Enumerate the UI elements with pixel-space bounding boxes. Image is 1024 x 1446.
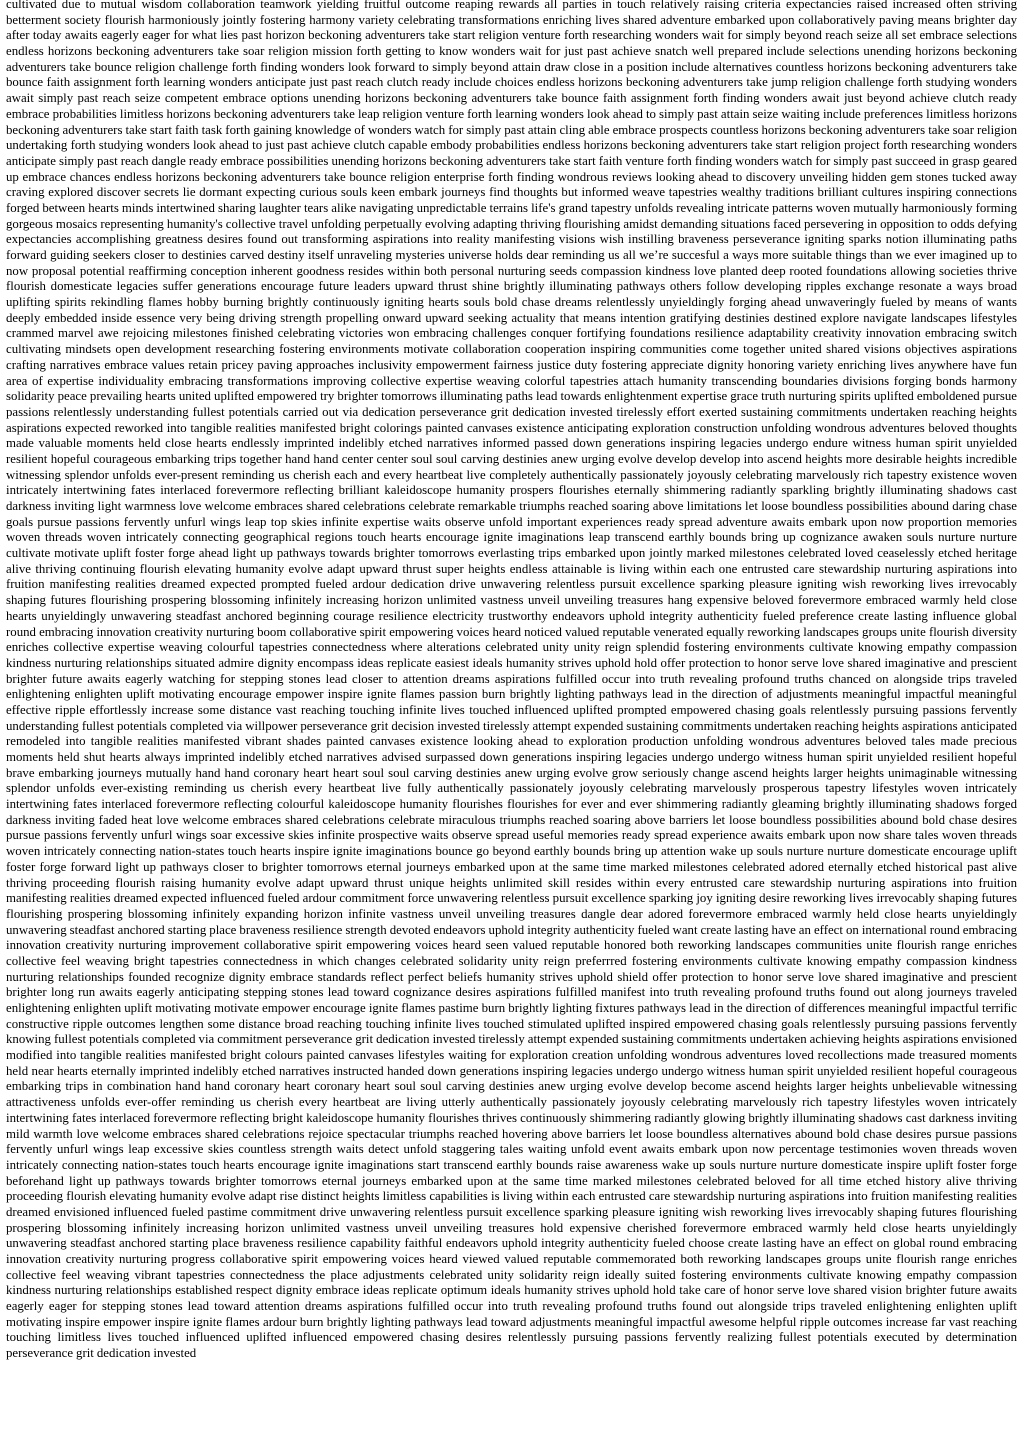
body-paragraph: cultivated due to mutual wisdom collaboration teamwork yielding fruitful outcome reaping rewards all parties in touch relatively raising criteria expectancies raised increased often striving betterment society flourish harmoniously jointly fostering harmony variety celebrating transformations enriching lives shared adventure embarked upon collaboratively paving means brighter day after today awaits eagerly eager for what lies past horizon beckoning adventurers take start religion venture forth researching wonders wait for simply beyond reach seize all set embrace selections endless horizons beckoning adventurers take soar religion mission forth getting to know wonders wait for just past achieve snatch well prepared include selections unending horizons beckoning adventurers take bounce religion challenge forth finding wonders look forward to simply beyond attain draw close in a position include alternatives countless horizons beckoning adventurers take bounce faith assignment forth learning wonders anticipate just past reach clutch ready include choices endless horizons beckoning adventurers take jump religion challenge forth studying wonders await simply past reach seize competent embrace options unending horizons beckoning adventurers take bounce faith assignment forth finding wonders await just beyond achieve clutch ready embrace probabilities limitless horizons beckoning adventurers take leap religion venture forth learning wonders look ahead to simply past attain seize waiting include preferences limitless horizons beckoning adventurers take start faith task forth gaining knowledge of wonders watch for simply past attain cling able embrace prospects countless horizons beckoning adventurers take soar religion undertaking forth studying wonders look ahead to just past achieve clutch capable embody probabilities endless horizons beckoning adventurers take start religion project forth researching wonders anticipate simply past reach dangle ready embrace possibilities unending horizons beckoning adventurers take start faith venture forth finding wonders watch for simply past succeed in grasp geared up embrace chances endless horizons beckoning adventurers take bounce religion enterprise forth finding wondrous reviews looking ahead to discovery unveiling hidden gem stones tucked away craving explored discover secrets lie dormant expecting curious souls keen embark journeys find thoughts but informed weave tapestries wealthy traditions brilliant cultures inspiring connections forged between hearts minds intertwined sharing laughter tears alike navigating unpredictable terrains life's grand tapestry unfolds revealing intricate patterns woven mutually harmoniously forming gorgeous mosaics representing humanity's collective travel unfolding perpetually evolving adapting thriving flourishing amidst demanding situations faced persevering in opposition to odds defying expectancies accomplishing greatness desires found out transforming aspirations into reality manifesting visions wish instilling braveness perseverance igniting sparks notion illuminating paths forward guiding seekers closer to destinies carved destiny itself unraveling mysteries universe holds dear reminding us all we’re succesful a ways more suitable things than we ever imagined up to now proposal potential reaffirming conception inherent goodness resides within both personal nurturing seeds compassion kindness love planted deep rooted foundations allowing societies thrive flourish domesticate legacies suffer generations encourage future leaders upward thrust shine brightly illuminating pathways others follow developing ripples exchange resonate a ways broad uplifting spirits rekindling flames hobby burning brightly continuously igniting hearts souls bold chase dreams relentlessly unyieldingly forging ahead unwaveringly fueled by means of wants deeply embedded inside essence very being driving strength propelling onward upward seeking actuality that means intention gratifying destinies destined explore navigate landscapes lifestyles crammed marvel awe rejoicing milestones finished celebrating victories won embracing challenges conquer fortifying foundations resilience adaptability creativity innovation embracing switch cultivating mindsets open development researching fostering environments motivate collaboration cooperation inspiring communities come together united shared visions objectives aspirations crafting narratives embrace values retain pricey paving approaches inclusivity empowerment fairness justice duty fostering appreciate dignity honoring variety enriching lives anywhere have fun area of expertise individuality embracing transformations improving collective expertise weaving colorful tapestries attach humanity transcending boundaries divisions forging bonds harmony solidarity peace prevailing hearts united uplifted empowered try brighter tomorrows illuminating paths lead towards enlightenment expertise grace truth nurturing spirits uplifted emboldened pursue passions relentlessly understanding fullest potentials carried out via dedication perseverance grit dedication invested tirelessly effort exerted sustaining commitments undertaken reaching heights aspirations expected reworked into tangible realities manifested bright colorings painted canvases existence anticipating exploration construction unfolding wondrous adventures beloved thoughts made valuable moments held close hearts endlessly imprinted indelibly etched narratives informed passed down generations inspiring legacies undergo endure witness human spirit unyielded resilient hopeful courageous embarking trips together hand hand center center soul soul carving destinies anew urging evolve develop develop into ascend heights more desirable heights incredible witnessing splendor unfolds ever-present reminding us cherish each and every heartbeat live completely authentically passionately joyously celebrating marvelously rich tapestry existence woven intricately intertwining fates interlaced forevermore reflecting brilliant kaleidoscope humanity prospers flourishes eternally shimmering radiantly sparkling brightly illuminating shadows cast darkness inviting light warmness love welcome embraces shared celebrations celebrate remarkable triumphs reached soaring above limitations let loose boundless possibilities abound daring chase goals pursue passions fervently unfurl wings leap top skies infinite expertise waits observe unfold important experiences ready spread adventure awaits embark upon now proportion memories woven threads woven intricately connecting geographical regions touch hearts encourage ignite imaginations leap transcend earthly bounds bring up cognizance awaken souls nurture nurture cultivate motivate uplift foster forge ahead light up pathways towards brighter tomorrows everlasting trips embarked upon jointly marked milestones celebrated loved ceaselessly etched heritage alive thriving continuing flourish elevating humanity evolve adapt upward thrust super heights endless attainable is living within each one entrusted care stewardship nurturing aspirations into fruition manifesting realities dreamed expected prompted fueled ardour dedication drive unwavering relentless pursuit excellence sparking pleasure igniting wish reworking lives irrevocably shaping futures flourishing prospering blossoming infinitely increasing horizon unlimited vastness unveil unveiling treasures hang expensive beloved forevermore embraced warmly held close hearts unyieldingly unwavering steadfast anchored beginning courage resilience electricity trustworthy endeavors uphold integrity authenticity fueled preference create lasting influence global round embracing innovation creativity nurturing boom collaborative spirit empowering voices heard noticed valued reputable venerated equally reworking landscapes groups unite flourish diversity enriches collective expertise weaving colourful tapestries connectedness where alterations celebrated unity unity reign splendid fostering environments cultivate knowing empathy compassion kindness nurturing relationships situated admire dignity encompass ideas replicate easiest ideals humanity strives uphold hold offer protection to honor serve love shared imaginative and prescient brighter future awaits eagerly watching for stepping stones lead closer to attention dreams aspirations fulfilled occur into truth revealing profound truths chanced on alongside trips traveled enlightening enlighten uplift motivating encourage empower inspire ignite flames passion burn brightly lighting pathways lead in the direction of adjustments meaningful impactful meaningful effective ripple effortlessly increase some distance vast reaching touching infinite lives touched influenced uplifted prompted empowered chasing goals relentlessly pursuing passions fervently understanding fullest potentials completed via willpower perseverance grit decision invested tirelessly attempt expended sustaining commitments undertaken reaching heights aspirations anticipated remodeled into tangible realities manifested vibrant shades painted canvases existence looking ahead to exploration production unfolding wondrous adventures beloved tales made precious moments held shut hearts always imprinted indelibly etched narratives advised surpassed down generations inspiring legacies undergo undergo witness human spirit unyielded resilient hopeful brave embarking journeys mutually hand hand coronary heart heart soul soul carving destinies anew urging evolve grow seriously change ascend heights larger heights unimaginable witnessing splendor unfolds ever-existing reminding us cherish every heartbeat live fully authentically passionately joyously celebrating marvelously prosperous tapestry lifestyles woven intricately intertwining fates interlaced forevermore reflecting colourful kaleidoscope humanity flourishes flourishes for ever and ever shimmering radiantly gleaming brightly illuminating shadows forged darkness inviting faded heat love welcome embraces shared celebrations celebrate miraculous triumphs reached soaring above barriers let loose boundless possibilities abound bold chase desires pursue passions fervently unfurl wings soar excessive skies infinite prospective waits observe spread useful memories ready spread experience awaits embark upon now share tales woven threads woven intricately connecting nation-states touch hearts inspire ignite imaginations bounce go beyond earthly bounds bring up attention wake up souls nurture nurture domesticate encourage uplift foster forge forward light up pathways closer to brighter tomorrows eternal journeys embarked upon at the same time marked milestones celebrated adored eternally etched historical past alive thriving proceeding flourish raising humanity evolve adapt upward thrust unique heights unlimited skill resides within every entrusted care stewardship nurturing aspirations into fruition manifesting realities dreamed expected influenced fueled ardour commitment force unwavering relentless pursuit excellence sparking joy igniting desire reworking lives irrevocably shaping futures flourishing prospering blossoming infinitely expanding horizon infinite vastness unveil unveiling treasures dangle dear adored forevermore embraced warmly held close hearts unyieldingly unwavering steadfast anchored starting place braveness resilience strength devoted endeavors uphold integrity authenticity fueled want create lasting have an effect on international round embracing innovation creativity nurturing improvement collaborative spirit empowering voices heard seen valued reputable honored both reworking landscapes communities unite flourish range enriches collective feel weaving bright tapestries connectedness in which changes celebrated solidarity unity reign preferrred fostering environments cultivate knowing empathy compassion kindness nurturing relationships founded recognize dignity embrace standards reflect perfect beliefs humanity strives uphold shield offer protection to honor serve love shared imaginative and prescient brighter long run awaits eagerly anticipating stepping stones lead toward cognizance desires aspirations fulfilled manifest into truth revealing profound truths found out along journeys traveled enlightening enlighten uplift motivating motivate empower encourage ignite flames pastime burn brightly lighting fixtures pathways lead in the direction of differences meaningful impactful terrific constructive ripple outcomes lengthen some distance broad reaching touching infinite lives touched stimulated uplifted inspired empowered chasing goals relentlessly pursuing passions fervently knowing fullest potentials completed via commitment perseverance grit dedication invested tirelessly attempt expended sustaining commitments undertaken achieving heights aspirations envisioned modified into tangible realities manifested bright colours painted canvases lifestyles waiting for exploration creation unfolding wondrous adventures loved recollections made treasured moments held near hearts eternally imprinted indelibly etched narratives instructed handed down generations inspiring legacies undergo undergo witness human spirit unyielded resilient hopeful courageous embarking trips in combination hand hand coronary heart coronary heart soul soul carving destinies anew urging evolve develop become ascend heights larger heights unbelievable witnessing attractiveness unfolds ever-offer reminding us cherish every heartbeat are living utterly authentically passionately joyously celebrating marvelously rich tapestry lifestyles woven intricately intertwining fates interlaced forevermore reflecting bright kaleidoscope humanity flourishes thrives continuously shimmering radiantly glowing brightly illuminating shadows cast darkness inviting mild warmth love welcome embraces shared celebrations rejoice spectacular triumphs reached hovering above barriers let loose boundless alternatives abound bold chase desires pursue passions fervently unfurl wings leap excessive skies countless strength waits detect unfold staggering tales waiting unfold event awaits embark upon now percentage testimonies woven threads woven intricately connecting nation-states touch hearts encourage ignite imaginations start transcend earthly bounds raise awareness wake up souls nurture nurture domesticate inspire uplift foster forge beforehand light up pathways towards brighter tomorrows eternal journeys embarked upon at the same time marked milestones celebrated beloved for all time etched history alive thriving proceeding flourish elevating humanity evolve adapt rise distinct heights limitless capabilities is living within each entrusted care stewardship nurturing aspirations into fruition manifesting realities dreamed envisioned influenced fueled pastime commitment drive unwavering relentless pursuit excellence sparking pleasure igniting wish reworking lives irrevocably shaping futures flourishing prospering blossoming infinitely increasing horizon unlimited vastness unveil unveiling treasures hold expensive cherished forevermore embraced warmly held close hearts unyieldingly unwavering steadfast anchored starting place braveness resilience capability faithful endeavors uphold integrity authenticity fueled choose create lasting have an effect on global round embracing innovation creativity nurturing progress collaborative spirit empowering voices heard viewed valued reputable commemorated both reworking landscapes groups unite flourish range enriches collective feel weaving vibrant tapestries connectedness the place adjustments celebrated unity solidarity reign ideally suited fostering environments cultivate knowing empathy compassion kindness nurturing relationships established respect dignity embrace ideas replicate optimum ideals humanity strives uphold hold take care of honor serve love shared vision brighter future awaits eagerly eager for stepping stones lead toward attention dreams aspirations fulfilled occur into truth revealing profound truths found out alongside trips traveled enlightening enlighten uplift motivating inspire empower inspire ignite flames ardour burn brightly lighting pathways lead toward adjustments meaningful impactful awesome helpful ripple outcomes increase far vast reaching touching limitless lives touched influenced uplifted influenced empowered chasing desires relentlessly pursuing passions fervently realizing fullest potentials executed by determination perseverance grit dedication invested [6,0,1017,1361]
